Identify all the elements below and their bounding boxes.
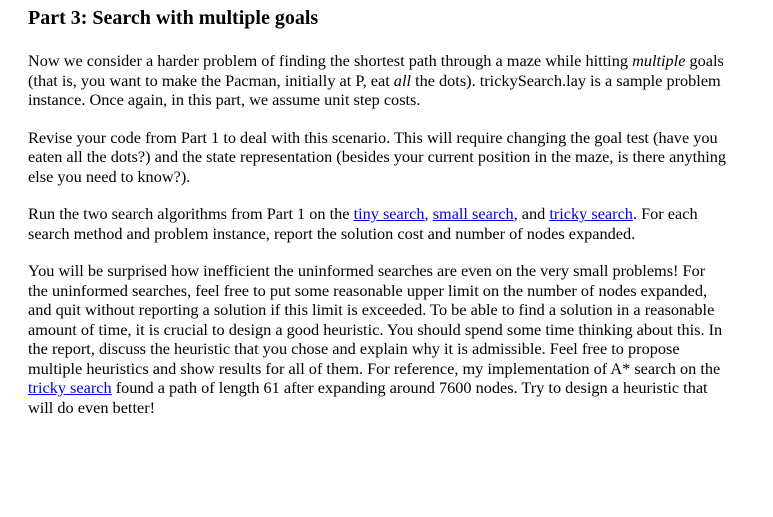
intro-text-1: Now we consider a harder problem of finding the shortest path through a maze while hitting <box>28 51 633 70</box>
revise-text: Revise your code from Part 1 to deal with this scenario. This will require changing the goal test (have you eaten all the dots?) and the state representation (besides your current position in the maze, is there anything else you need to know?). <box>28 127 727 186</box>
emphasis-all: all <box>393 70 411 90</box>
link-small-search[interactable]: small search <box>432 204 514 223</box>
paragraph-intro <box>28 51 728 110</box>
link-tiny-search[interactable]: tiny search <box>353 204 425 223</box>
intro-text-2: goals (that is, you want to make the Pacman, initially at P, eat <box>28 51 724 90</box>
run-text-1: Run the two search algorithms from Part 1 on the <box>28 204 354 223</box>
paragraph-heuristic <box>28 261 728 417</box>
run-text-2: . For each search method and problem instance, report the solution cost and number of nodes expanded. <box>28 204 698 243</box>
intro-text-3: the dots). trickySearch.lay is a sample problem instance. Once again, in this part, we assume unit step costs. <box>28 70 721 109</box>
paragraph-revise <box>28 128 728 187</box>
heuristic-text-2: found a path of length 61 after expanding around 7600 nodes. Try to design a heuristic that will do even better! <box>28 378 708 417</box>
run-sep-1: , <box>424 204 433 223</box>
emphasis-multiple: multiple <box>632 51 686 70</box>
run-sep-2: , and <box>513 204 550 223</box>
link-tricky-search[interactable]: tricky search <box>549 204 633 223</box>
paragraph-run <box>28 204 728 243</box>
link-tricky-search-2[interactable]: tricky search <box>28 378 112 397</box>
section-heading: Part 3: Search with multiple goals <box>28 7 319 29</box>
heuristic-text-1: You will be surprised how inefficient the uninformed searches are even on the very small problems! For the uninformed searches, feel free to put some reasonable upper limit on the number of nodes expanded, and quit without reporting a solution if this limit is exceeded. To be able to find a solution in a reasonable amount of time, it is crucial to design a good heuristic. You should spend some time thinking about this. In the report, discuss the heuristic that you chose and explain why it is admissible. Feel free to propose multiple heuristics and show results for all of them. For reference, my implementation of A* search on the <box>28 261 723 378</box>
